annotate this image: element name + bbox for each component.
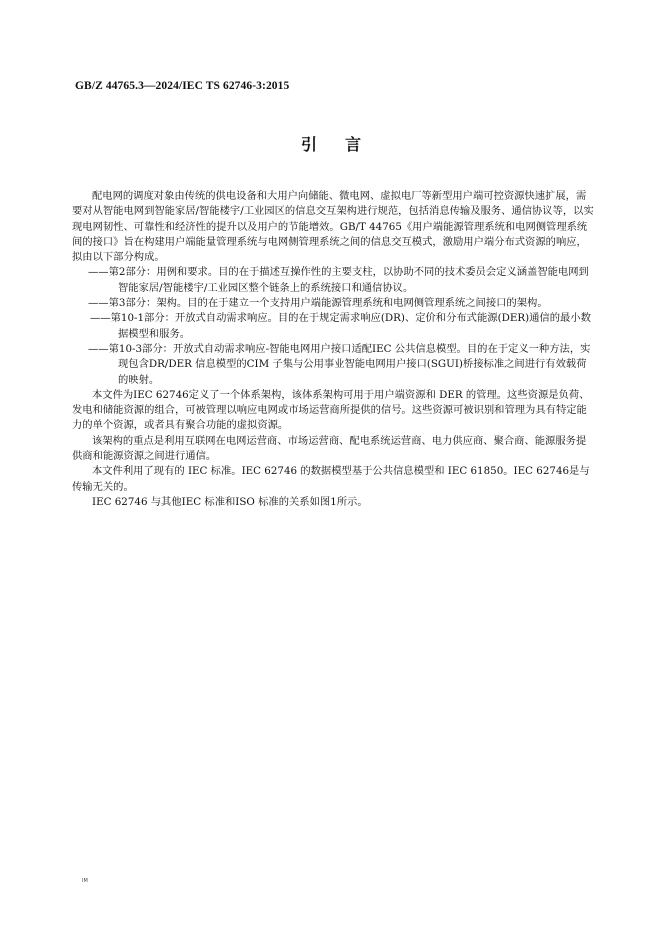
page-title: 引言 [300, 135, 389, 154]
document-body [72, 189, 594, 510]
paragraph-standards: 本文件利用了现有的 IEC 标准。IEC 62746 的数据模型基于公共信息模型和 IEC 61850。IEC 62746是与传输无关的。 [72, 465, 590, 493]
footer-mark: IM [82, 878, 88, 884]
list-item-part-10-1: ——第10-1部分：开放式自动需求响应。目的在于规定需求响应(DR)、定价和分布式能源(DER)通信的最小数据模型和服务。 [90, 312, 591, 340]
paragraph-focus: 该架构的重点是利用互联网在电网运营商、市场运营商、配电系统运营商、电力供应商、聚合商、能源服务提供商和能源资源之间进行通信。 [72, 434, 587, 463]
paragraph-figure-ref: IEC 62746 与其他IEC 标准和ISO 标准的关系如图1所示。 [92, 495, 368, 508]
paragraph-architecture: 本文件为IEC 62746定义了一个体系架构，该体系架构可用于用户端资源和 DER 的管理。这些资源是负荷、发电和储能资源的组合，可被管理以响应电网或市场运营商所提供的信号。这些资源可被识别和管理为具有特定能力的单个资源，或者具有聚合功能的虚拟资源。 [72, 388, 590, 432]
list-item-part-3: ——第3部分：架构。目的在于建立一个支持用户端能源管理系统和电网侧管理系统之间接口的架构。 [88, 297, 548, 310]
paragraph-intro: 配电网的调度对象由传统的供电设备和大用户向储能、微电网、虚拟电厂等新型用户端可控资源快速扩展，需要对从智能电网到智能家居/智能楼宇/工业园区的信息交互架构进行规范，包括消息传输及服务、通信协议等，以实现电网韧性、可靠性和经济性的提升以及用户的节能增效。GB/T 44765《用户端能源管理系统和电网侧管理系统间的接口》旨在构建用户端能量管理系统与电网侧管理系统之间的信息交互模式，激励用户端分布式资源的响应，拟由以下部分构成。 [72, 190, 594, 264]
list-item-part-2: ——第2部分：用例和要求。目的在于描述互操作性的主要支柱，以协助不同的技术委员会定义涵盖智能电网到智能家居/智能楼宇/工业园区整个链条上的系统接口和通信协议。 [88, 266, 589, 294]
document-header: GB/Z 44765.3—2024/IEC TS 62746-3:2015 [75, 80, 290, 92]
list-item-part-10-3: ——第10-3部分：开放式自动需求响应-智能电网用户接口适配IEC 公共信息模型。目的在于定义一种方法，实现包含DR/DER 信息模型的CIM 子集与公用事业智能电网用户接口(SGUI)桥接标准之间进行有效载荷的映射。 [88, 342, 591, 386]
